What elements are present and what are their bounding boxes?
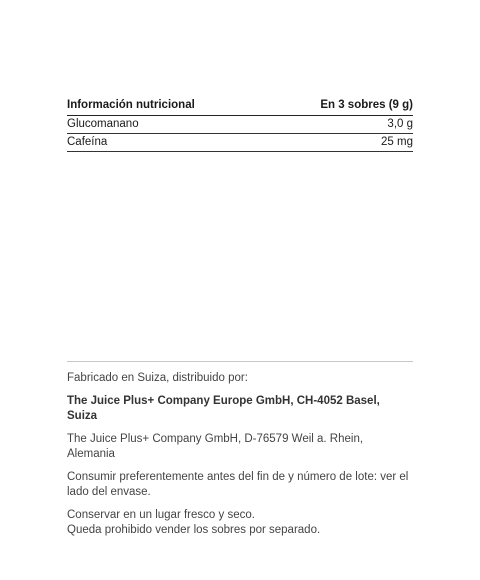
best-before-text: Consumir preferentemente antes del fin de y número de lote: ver el lado del envase.	[67, 471, 409, 498]
nutrition-header-row	[67, 96, 413, 116]
manufactured-text: Fabricado en Suiza, distribuido por:	[67, 372, 248, 384]
nutrient-value: 3,0 g	[268, 116, 413, 134]
nutrient-name: Cafeína	[67, 134, 268, 152]
table-row	[67, 134, 413, 152]
nutrition-table	[67, 96, 413, 152]
nutrient-value: 25 mg	[268, 134, 413, 152]
company-name-bold: The Juice Plus+ Company Europe GmbH, CH-4052 Basel, Suiza	[67, 395, 380, 422]
section-divider	[67, 361, 413, 362]
company-address: The Juice Plus+ Company GmbH, D-76579 Weil a. Rhein, Alemania	[67, 433, 364, 460]
nutrient-name: Glucomanano	[67, 116, 268, 134]
manufacturer-info	[67, 371, 413, 546]
storage-text: Conservar en un lugar fresco y seco.	[67, 509, 255, 521]
nutrition-header-serving: En 3 sobres (9 g)	[268, 96, 413, 116]
table-row	[67, 116, 413, 134]
sale-restriction-text: Queda prohibido vender los sobres por separado.	[67, 524, 321, 536]
nutrition-header-label: Información nutricional	[67, 96, 268, 116]
